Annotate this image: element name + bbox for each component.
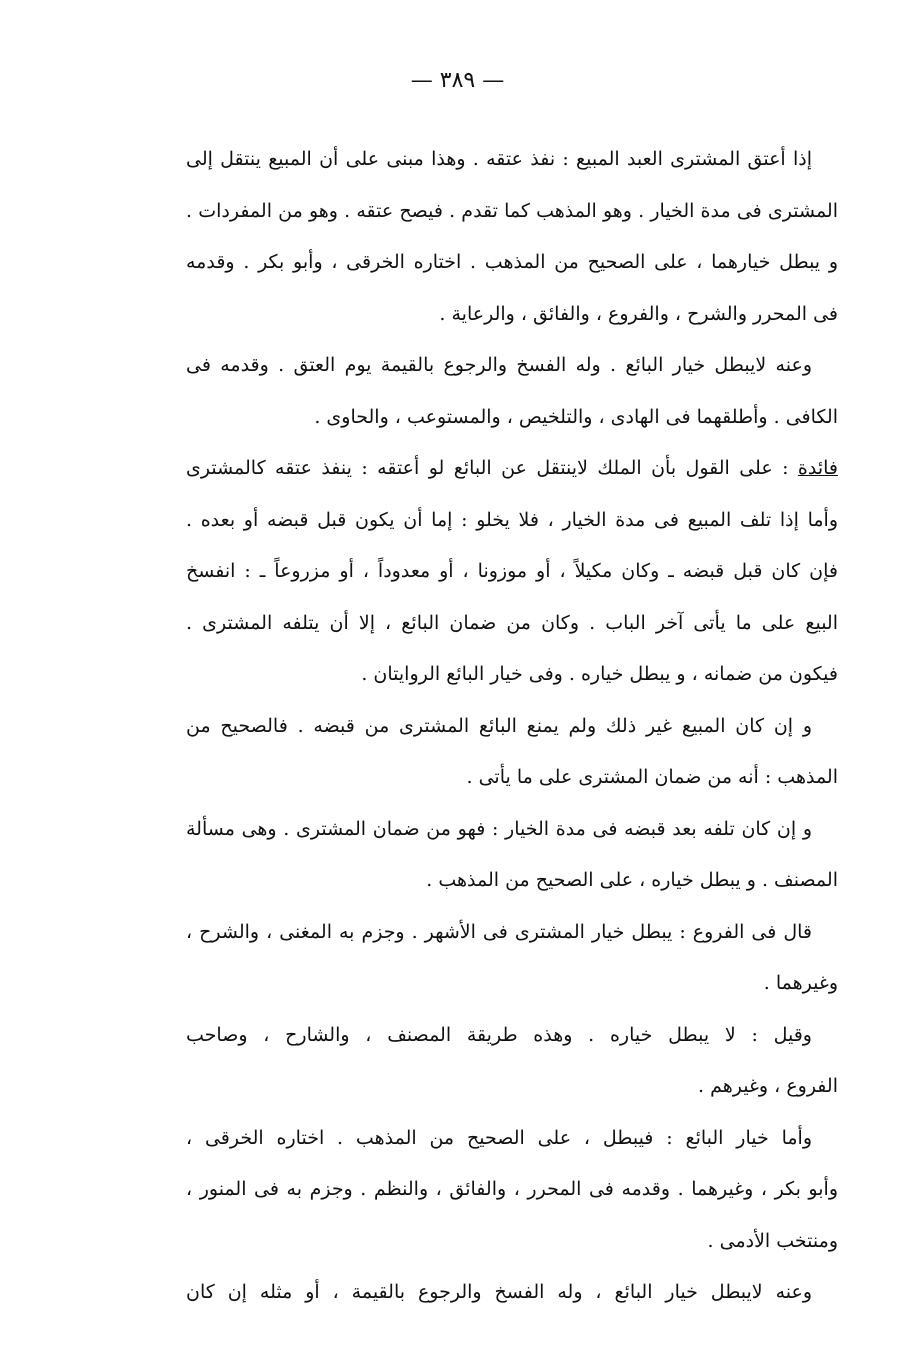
text-line: وغيرهما .	[763, 972, 838, 994]
text-line: و يبطل خيارهما ، على الصحيح من المذهب . اختاره الخرقى ، وأبو بكر . وقدمه	[186, 251, 838, 273]
faida-keyword: فائدة	[797, 457, 838, 479]
text-line: وأما إذا تلف المبيع فى مدة الخيار ، فلا يخلو : إما أن يكون قبل قبضه أو بعده .	[186, 508, 838, 531]
page-number: — ٣٨٩ —	[410, 68, 505, 93]
text-line: و إن كان المبيع غير ذلك ولم يمنع البائع المشترى من قبضه . فالصحيح من	[186, 714, 812, 737]
text-line: المصنف . و يبطل خياره ، على الصحيح من المذهب .	[426, 869, 838, 891]
text-line: وقيل : لا يبطل خياره . وهذه طريقة المصنف ، والشارح ، وصاحب	[186, 1023, 812, 1046]
text-line: قال فى الفروع : يبطل خيار المشترى فى الأشهر . وجزم به المغنى ، والشرح ،	[186, 920, 812, 943]
text-line: البيع على ما يأتى آخر الباب . وكان من ضمان البائع ، إلا أن يتلفه المشترى .	[186, 611, 838, 634]
text-line: المذهب : أنه من ضمان المشترى على ما يأتى .	[466, 766, 838, 788]
faida-line-text: : على القول بأن الملك لاينتقل عن البائع لو أعتقه : ينفذ عتقه كالمشترى	[186, 457, 789, 479]
text-line: فإن كان قبل قبضه ـ وكان مكيلاً ، أو موزونا ، أو معدوداً ، أو مزروعاً ـ : انفسخ	[186, 560, 838, 582]
text-line: و إن كان تلفه بعد قبضه فى مدة الخيار : فهو من ضمان المشترى . وهى مسألة	[186, 817, 812, 840]
text-line: وعنه لايبطل خيار البائع . وله الفسخ والرجوع بالقيمة يوم العتق . وقدمه فى	[186, 354, 812, 376]
body-text	[186, 134, 838, 1319]
text-line: الفروع ، وغيرهم .	[698, 1075, 838, 1097]
text-line: وعنه لايبطل خيار البائع ، وله الفسخ والرجوع بالقيمة ، أو مثله إن كان	[186, 1281, 812, 1303]
text-line: فى المحرر والشرح ، والفروع ، والفائق ، والرعاية .	[439, 302, 838, 325]
text-line: ومنتخب الأدمى .	[707, 1229, 838, 1252]
text-line: المشترى فى مدة الخيار . وهو المذهب كما تقدم . فيصح عتقه . وهو من المفردات .	[186, 199, 838, 222]
text-line: وأبو بكر ، وغيرهما . وقدمه فى المحرر ، والفائق ، والنظم . وجزم به فى المنور ،	[186, 1178, 838, 1200]
text-line-faida	[186, 443, 838, 495]
text-line: وأما خيار البائع : فيبطل ، على الصحيح من المذهب . اختاره الخرقى ،	[186, 1126, 812, 1149]
text-line: إذا أعتق المشترى العبد المبيع : نفذ عتقه . وهذا مبنى على أن المبيع ينتقل إلى	[186, 148, 812, 170]
text-line: الكافى . وأطلقهما فى الهادى ، والتلخيص ، والمستوعب ، والحاوى .	[314, 405, 838, 428]
text-line: فيكون من ضمانه ، و يبطل خياره . وفى خيار البائع الروايتان .	[361, 663, 838, 685]
